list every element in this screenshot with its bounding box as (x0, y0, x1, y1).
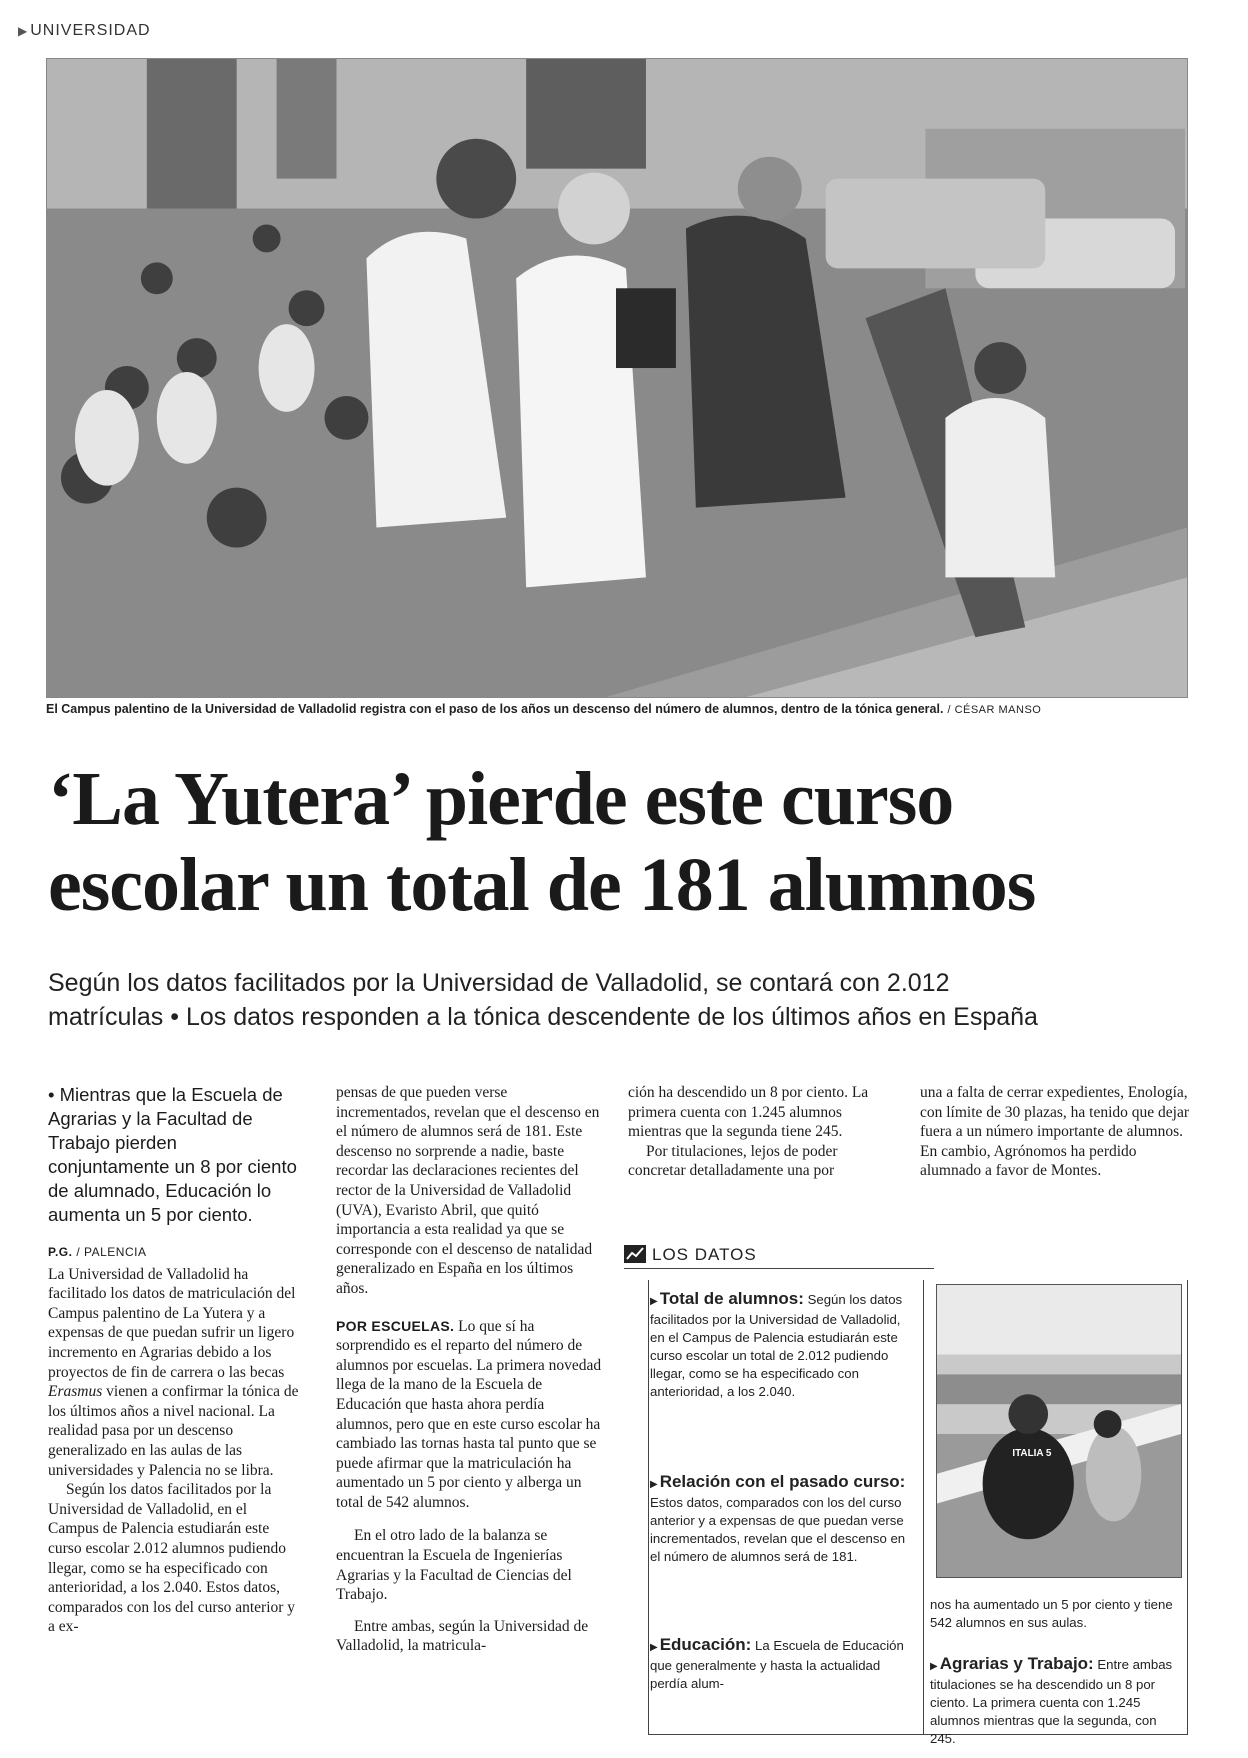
headline (48, 756, 1198, 928)
article-column-1 (48, 1083, 300, 1637)
dato-total-alumnos: ▶ Total de alumnos: Según los datos facilitados por la Universidad de Valladolid, en el Campus de Palencia estudiarán este curso escolar un total de 2.012 pudiendo llegar, como se ha especificado con anterioridad, a los 2.040. (650, 1289, 903, 1399)
subheadline-line-2: matrículas • Los datos responden a la tónica descendente de los últimos años en España (48, 1003, 1038, 1031)
triangle-icon: ▶ (650, 1296, 658, 1307)
paragraph: ción ha descendido un 8 por ciento. La primera cuenta con 1.245 alumnos mientras que la segunda tiene 245. (628, 1084, 869, 1141)
triangle-icon: ▶ (650, 1642, 658, 1653)
triangle-icon: ▶ (930, 1661, 938, 1672)
paragraph: POR ESCUELAS. Lo que sí ha sorprendido es el reparto del número de alumnos por escuelas. La primera novedad llega de la mano de la Escuela de Educación que hasta ahora perdía alumnos, pero que en este curso escolar ha cambiado las tornas hasta tal punto que se puede afirmar que la matriculación ha aumentado un 5 por ciento y alberga un total de 542 alumnos. (336, 1317, 602, 1511)
paragraph: Por titulaciones, lejos de poder concretar detalladamente una por (628, 1142, 838, 1180)
main-photo (46, 58, 1188, 698)
byline: P.G. / PALENCIA (48, 1245, 147, 1259)
section-kicker: POR ESCUELAS. (336, 1317, 455, 1334)
paragraph: pensas de que pueden verse incrementados, revelan que el descenso en el número de alumnos será de 181. Este descenso no sorprende a nadie, baste recordar las declaraciones recientes del rector de la Universidad de Valladolid (UVA), Evaristo Abril, que quitó importancia a esta realidad ya que se corresponde con el descenso de natalidad generalizado en España en los últimos años. (336, 1084, 600, 1297)
article-column-2 (336, 1083, 604, 1656)
students-photo (47, 59, 1187, 697)
thumbnail-photo (936, 1284, 1182, 1578)
paragraph: La Universidad de Valladolid ha facilitado los datos de matriculación del Campus palentino de La Yutera y a expensas de que puedan sufrir un ligero incremento en Agrarias debido a los proyectos de fin de carrera o las becas Erasmus vienen a confirmar la tónica de los últimos años a nivel nacional. La realidad pasa por un descenso generalizado en las aulas de las universidades y Palencia no se libra. (48, 1265, 299, 1479)
dato-educacion: ▶ Educación: La Escuela de Educación que generalmente y hasta la actualidad perdía alum- (650, 1635, 904, 1691)
headline-line-2: escolar un total de 181 alumnos (48, 843, 1036, 927)
dato-agrarias-trabajo: ▶ Agrarias y Trabajo: Entre ambas titulaciones se ha descendido un 8 por ciento. La primera cuenta con 1.245 alumnos mientras que la segunda, con 245. (930, 1654, 1173, 1746)
paragraph: Entre ambas, según la Universidad de Valladolid, la matricula- (336, 1617, 589, 1655)
subheadline (48, 966, 1198, 1034)
lede: • Mientras que la Escuela de Agrarias y la Facultad de Trabajo pierden conjuntamente un 8 por ciento de alumnado, Educación lo aumenta un 5 por ciento. (48, 1084, 297, 1225)
article-column-4 (920, 1083, 1194, 1181)
paragraph: una a falta de cerrar expedientes, Enología, con límite de 30 plazas, ha tenido que dejar fuera a un número importante de alumnos. En cambio, Agrónomos ha perdido alumnado a favor de Montes. (920, 1084, 1190, 1180)
article-column-3 (628, 1083, 896, 1181)
headline-line-1: ‘La Yutera’ pierde este curso (48, 757, 954, 841)
photo-caption: El Campus palentino de la Universidad de Valladolid registra con el paso de los años un descenso del número de alumnos, dentro de la tónica general. / CÉSAR MANSO (46, 702, 1042, 716)
subheadline-line-1: Según los datos facilitados por la Universidad de Valladolid, se contará con 2.012 (48, 969, 950, 997)
datos-header: LOS DATOS (624, 1245, 934, 1269)
paragraph: En el otro lado de la balanza se encuentran la Escuela de Ingenierías Agrarias y la Facultad de Ciencias del Trabajo. (336, 1527, 572, 1604)
chart-trend-icon (624, 1245, 646, 1263)
section-label: ▶ UNIVERSIDAD (18, 22, 151, 39)
jersey-text: ITALIA 5 (1012, 1447, 1052, 1459)
photo-credit: / CÉSAR MANSO (947, 704, 1042, 716)
dato-educacion-cont: nos ha aumentado un 5 por ciento y tiene 542 alumnos en sus aulas. (930, 1597, 1173, 1630)
dato-relacion-curso: ▶ Relación con el pasado curso: Estos datos, comparados con los del curso anterior y a expensas de que puedan verse incrementados, revelan que el descenso en el número de alumnos será de 181. (650, 1472, 906, 1564)
paragraph: Según los datos facilitados por la Universidad de Valladolid, en el Campus de Palencia estudiarán este curso escolar 2.012 alumnos pudiendo llegar, como se ha especificado con anterioridad, a los 2.040. Estos datos, comparados con los del curso anterior y a ex- (48, 1481, 296, 1636)
triangle-icon: ▶ (18, 24, 29, 38)
triangle-icon: ▶ (650, 1479, 658, 1490)
